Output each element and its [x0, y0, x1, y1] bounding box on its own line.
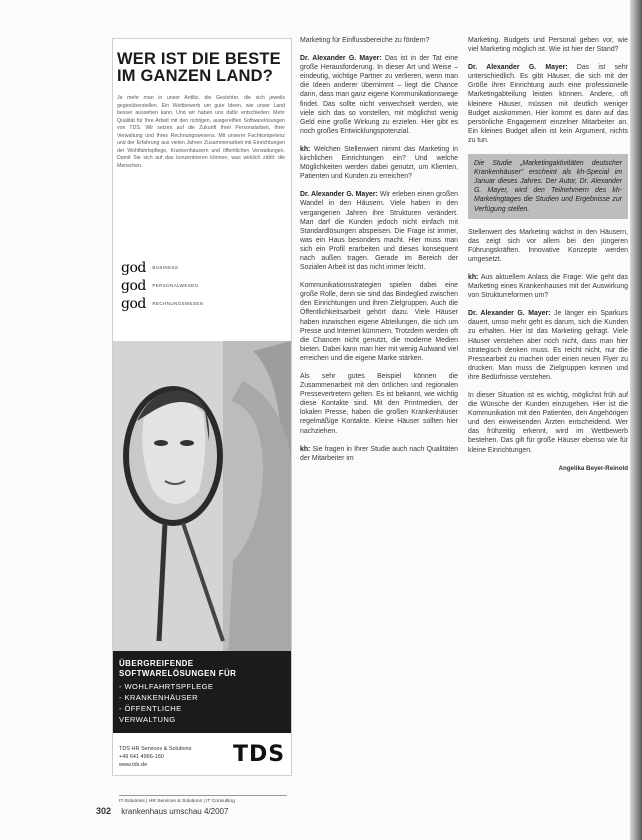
- paragraph-text: Das ist sehr unterschiedlich. Es gibt Häuser, die sich mit der Größe ihrer Einrichtung auch eine professionelle Marketingabteilung leisten können. Andere, oft kleinere Häuser, müssen mit deutlich weniger Budget auskommen. Hier kommt es dann auf das persönliche Engagement einzelner Mitarbeiter an. Ein kleines Budget allein ist kein Argument, nichts zu tun.: [468, 64, 628, 144]
- article-paragraph: [300, 190, 458, 272]
- article-column-1: [300, 36, 458, 472]
- ad-body-text: Je mehr man in unser Antlitz, die Gesichter, die sich jeweils gegenüberstellen. Ein Wettbewerb um gute Ideen, wie unser Land besser aussehen kann. Und wir haben uns dafür entschieden: Mehr Qualität für Ihre Arbeit mit den richtigen, ausgereiften Softwarelösungen von TDS. Wir setzen auf die Zukunft Ihrer Personalarbeit, Ihrer Verwaltung und Ihres Rechnungswesens. Mit unserer Fachkompetenz und der Erfahrung aus vielen Jahren Zusammenarbeit mit Einrichtungen der Wohlfahrtspflege, Krankenhäusern und öffentlichen Verwaltungen. Damit Sie sich auf das konzentrieren können, was wirklich zählt: die Menschen.: [117, 95, 285, 169]
- god-logo-row: [121, 259, 281, 275]
- banner-title: ÜBERGREIFENDE SOFTWARELÖSUNGEN FÜR: [119, 659, 237, 678]
- ad-divisions: IT-Solutions | HR Services & Solutions | IT Consulting: [119, 795, 287, 804]
- article-paragraph: [468, 228, 628, 264]
- banner-list-item: - ÖFFENTLICHE: [119, 704, 182, 713]
- info-box: [468, 154, 628, 219]
- paragraph-text: Welchen Stellenwert nimmt das Marketing in kirchlichen Einrichtungen ein? Und welche Möglichkeiten werden dabei genutzt, um Klienten, Patienten und Kunden zu erreichen?: [300, 145, 459, 181]
- page-footer: [96, 806, 228, 816]
- article-paragraph: [468, 63, 628, 145]
- author-byline: Angelika Beyer-Reinold: [558, 464, 628, 472]
- page-number: 302: [96, 806, 112, 816]
- speaker-label: kh:: [300, 145, 311, 153]
- article-paragraph: [468, 36, 628, 54]
- article-paragraph: [468, 309, 628, 382]
- paragraph-text: Marketing. Budgets und Personal geben vor, wie viel Marketing möglich ist. Wie ist hier der Stand?: [468, 37, 628, 54]
- mirror-illustration: [113, 341, 291, 659]
- paragraph-text: Als sehr gutes Beispiel können die Zusammenarbeit mit den örtlichen und regionalen Pressevertretern gelten. Es ist bekannt, wie wichtig diese Kontakte sind. Mit den Printmedien, der lokalen Presse, haben die großen Krankenhäuser regelmäßige Kontakte. Kleine Häuser sollten hier nachziehen.: [300, 373, 458, 435]
- contact-website: www.tds.de: [119, 762, 148, 768]
- banner-list-item: - KRANKENHÄUSER: [119, 693, 198, 702]
- god-logo-mark: god: [121, 278, 146, 294]
- paragraph-text: Wir erleben einen großen Wandel in den Häusern. Viele haben in den vergangenen Jahren ihre Strukturen verändert. Man darf die Kunden jedoch nicht einfach mit Standardlösungen abspeisen. Die Frage ist immer, was ein Haus besonders macht. Hier muss man sich ein Profil erarbeiten und dieses konsequent nach außen tragen. Gerade im Bereich der Sozialen Arbeit ist das nicht immer leicht.: [300, 191, 458, 272]
- article-paragraph: [300, 36, 458, 45]
- article-paragraph: [300, 445, 458, 463]
- god-line: BUSINESS: [152, 265, 179, 271]
- banner-list: [119, 681, 213, 725]
- article-paragraph: [468, 391, 628, 455]
- contact-company: TDS HR Services & Solutions: [119, 746, 192, 752]
- ad-banner: [113, 651, 291, 733]
- tds-advertisement: [112, 38, 292, 804]
- god-logo-row: [121, 277, 281, 293]
- page-binding-shadow: [630, 0, 642, 840]
- speaker-label: kh:: [468, 273, 479, 281]
- paragraph-text: Je länger ein Sparkurs dauert, umso mehr geht es darum, sich die Kunden zu erhalten. Hier ist das Marketing gefragt. Viele Häuser verstehen aber noch nicht, dass man hier strategisch denken muss. Es reicht nicht, nur die Pressearbeit zu machen oder einen neuen Flyer zu drucken. Man muss die Zielgruppen kennen und ihre Bedürfnisse verstehen.: [468, 310, 628, 381]
- banner-list-item: VERWALTUNG: [119, 715, 176, 724]
- god-logo-mark: god: [121, 296, 146, 312]
- paragraph-text: Kommunikationsstrategien spielen dabei eine große Rolle, denn sie sind das Bindeglied zwischen den Einrichtungen und ihren Zielgruppen. Auch die Öffentlichkeitsarbeit gehört dazu. Viele Häuser haben inzwischen eigene Abteilungen, die sich um Presse und Internet kümmern. Trotzdem werden oft die Chancen nicht genutzt, die moderne Medien bieten. Dabei kann man hier mit wenig Aufwand viel erreichen und die eigene Marke stärken.: [300, 282, 458, 362]
- tds-logo: TDS: [233, 742, 286, 767]
- god-line: RECHNUNGSWESEN: [152, 301, 204, 307]
- god-line: PERSONALWESEN: [152, 283, 199, 289]
- paragraph-text: Das ist in der Tat eine große Herausforderung. In dieser Art und Weise – eindeutig, wichtige Partner zu verlieren, wenn man die Ideen anderer übernimmt – liegt die Chance darin, dass man ganz eigene Kommunikationswege findet. Das sollte nicht verwechselt werden, wie viele sich das so vorstellen, mit möglichst wenig Geld eine große Wirkung zu erzielen. Hier gibt es noch großes Entwicklungspotenzial.: [300, 55, 458, 135]
- ad-headline: WER IST DIE BESTE IM GANZEN LAND?: [117, 50, 281, 85]
- article-paragraph: [300, 281, 458, 363]
- paragraph-text: Sie fragen in Ihrer Studie auch nach Qualitäten der Mitarbeiter im: [300, 445, 459, 462]
- article-column-2: [468, 36, 628, 473]
- article-paragraph: [300, 145, 458, 181]
- paragraph-text: In dieser Situation ist es wichtig, möglichst früh auf die Wünsche der Kunden einzugehen. Hier ist die Kommunikation mit den Patienten, den Angehörigen und den einweisenden Ärzten entscheidend. Wer das frühzeitig erkennt, wird im Wettbewerb bestehen. Das gilt für große Häuser ebenso wie für kleine Einrichtungen.: [468, 392, 628, 454]
- article-paragraph: [300, 372, 458, 436]
- speaker-label: kh:: [300, 445, 311, 453]
- article-paragraph: [468, 273, 628, 300]
- paragraph-text: Die Studie „Marketingaktivitäten deutscher Krankenhäuser" erscheint als kh-Special im Januar dieses Jahres. Der Autor, Dr. Alexander G. Mayer, wird den Teilnehmern des kh-Marketingtages die Studien und Ergebnisse zur Verfügung stellen.: [474, 160, 622, 213]
- speaker-label: Dr. Alexander G. Mayer:: [300, 191, 378, 199]
- god-logo-row: [121, 295, 281, 311]
- paragraph-text: Aus aktuellem Anlass die Frage: Wie geht das Marketing eines Krankenhauses mit der Auswirkung von Strukturreformen um?: [468, 273, 628, 300]
- woman-mirror-photo: [113, 341, 291, 659]
- god-logo-mark: god: [121, 260, 146, 276]
- speaker-label: Dr. Alexander G. Mayer:: [468, 64, 568, 72]
- article-paragraph: [300, 54, 458, 136]
- paragraph-text: Stellenwert des Marketing wächst in den Häusern, das zeigt sich vor allem bei den jüngeren Führungskräften. Innovative Konzepte werden umgesetzt.: [468, 228, 628, 263]
- contact-phone: +49 641 4966-160: [119, 754, 164, 760]
- banner-list-item: - WOHLFAHRTSPFLEGE: [119, 682, 214, 691]
- paragraph-text: Marketing für Einflussbereiche zu fördern?: [300, 37, 430, 44]
- speaker-label: Dr. Alexander G. Mayer:: [300, 55, 382, 63]
- journal-name: krankenhaus umschau 4/2007: [121, 807, 229, 816]
- speaker-label: Dr. Alexander G. Mayer:: [468, 310, 551, 318]
- ad-contact: [119, 745, 191, 769]
